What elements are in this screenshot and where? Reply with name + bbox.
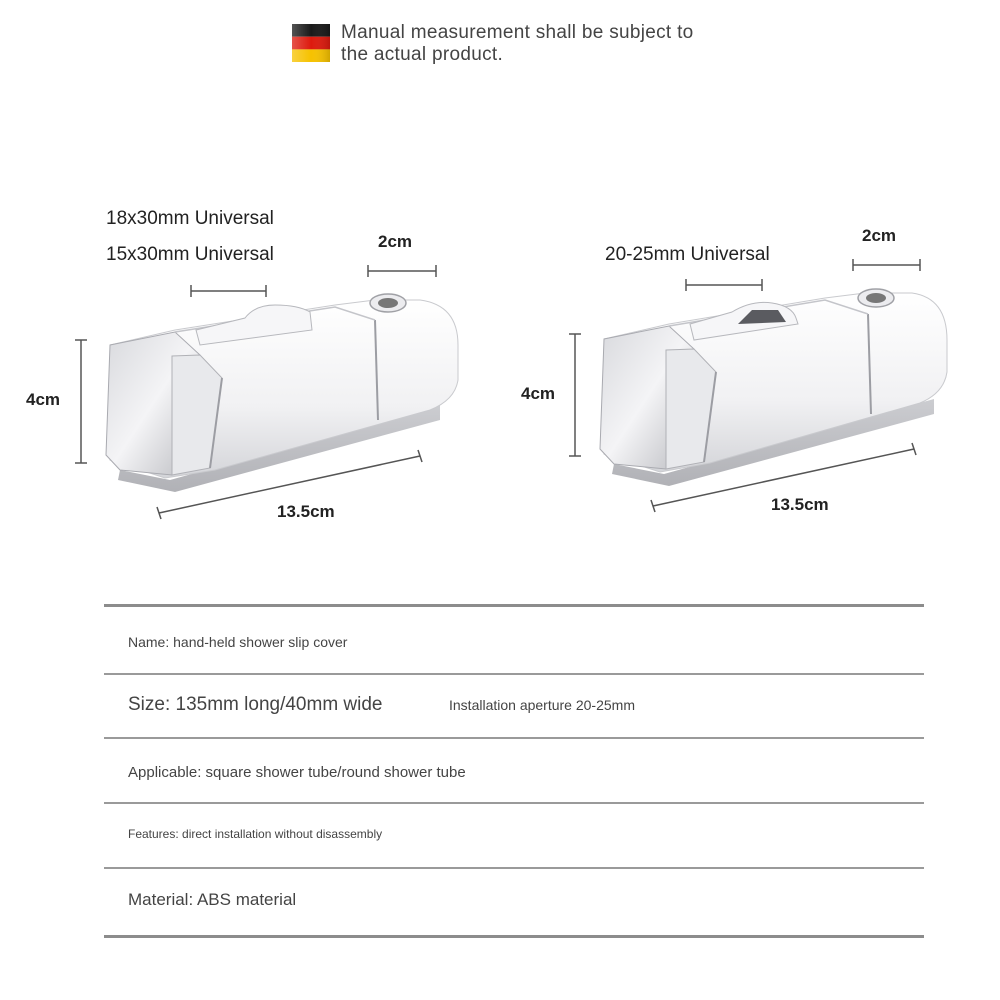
spec-divider-top	[104, 604, 924, 607]
right-product-image	[500, 0, 1000, 560]
right-dim-top: 2cm	[862, 226, 897, 245]
note-line-2: the actual product.	[341, 44, 504, 65]
spec-material: Material: ABS material	[128, 890, 297, 909]
left-dim-height: 4cm	[26, 390, 61, 409]
spec-divider-bottom	[104, 935, 924, 938]
spec-aperture: Installation aperture 20-25mm	[449, 697, 635, 713]
left-dim-length: 13.5cm	[277, 502, 335, 521]
note-line-1: Manual measurement shall be subject to	[341, 22, 694, 43]
left-dim-top: 2cm	[378, 232, 413, 251]
spec-divider	[104, 802, 924, 804]
spec-name: Name: hand-held shower slip cover	[128, 634, 348, 650]
spec-divider	[104, 737, 924, 739]
right-dim-height: 4cm	[521, 384, 556, 403]
spec-features: Features: direct installation without disassembly	[128, 827, 383, 841]
spec-size: Size: 135mm long/40mm wide	[128, 694, 383, 715]
spec-divider	[104, 867, 924, 869]
spec-applicable: Applicable: square shower tube/round shower tube	[128, 764, 466, 781]
left-size-label-2: 15x30mm Universal	[106, 244, 274, 265]
right-dim-length: 13.5cm	[771, 495, 829, 514]
right-size-label-1: 20-25mm Universal	[605, 244, 770, 265]
spec-divider	[104, 673, 924, 675]
left-size-label-1: 18x30mm Universal	[106, 208, 274, 229]
left-product-image	[0, 0, 500, 560]
